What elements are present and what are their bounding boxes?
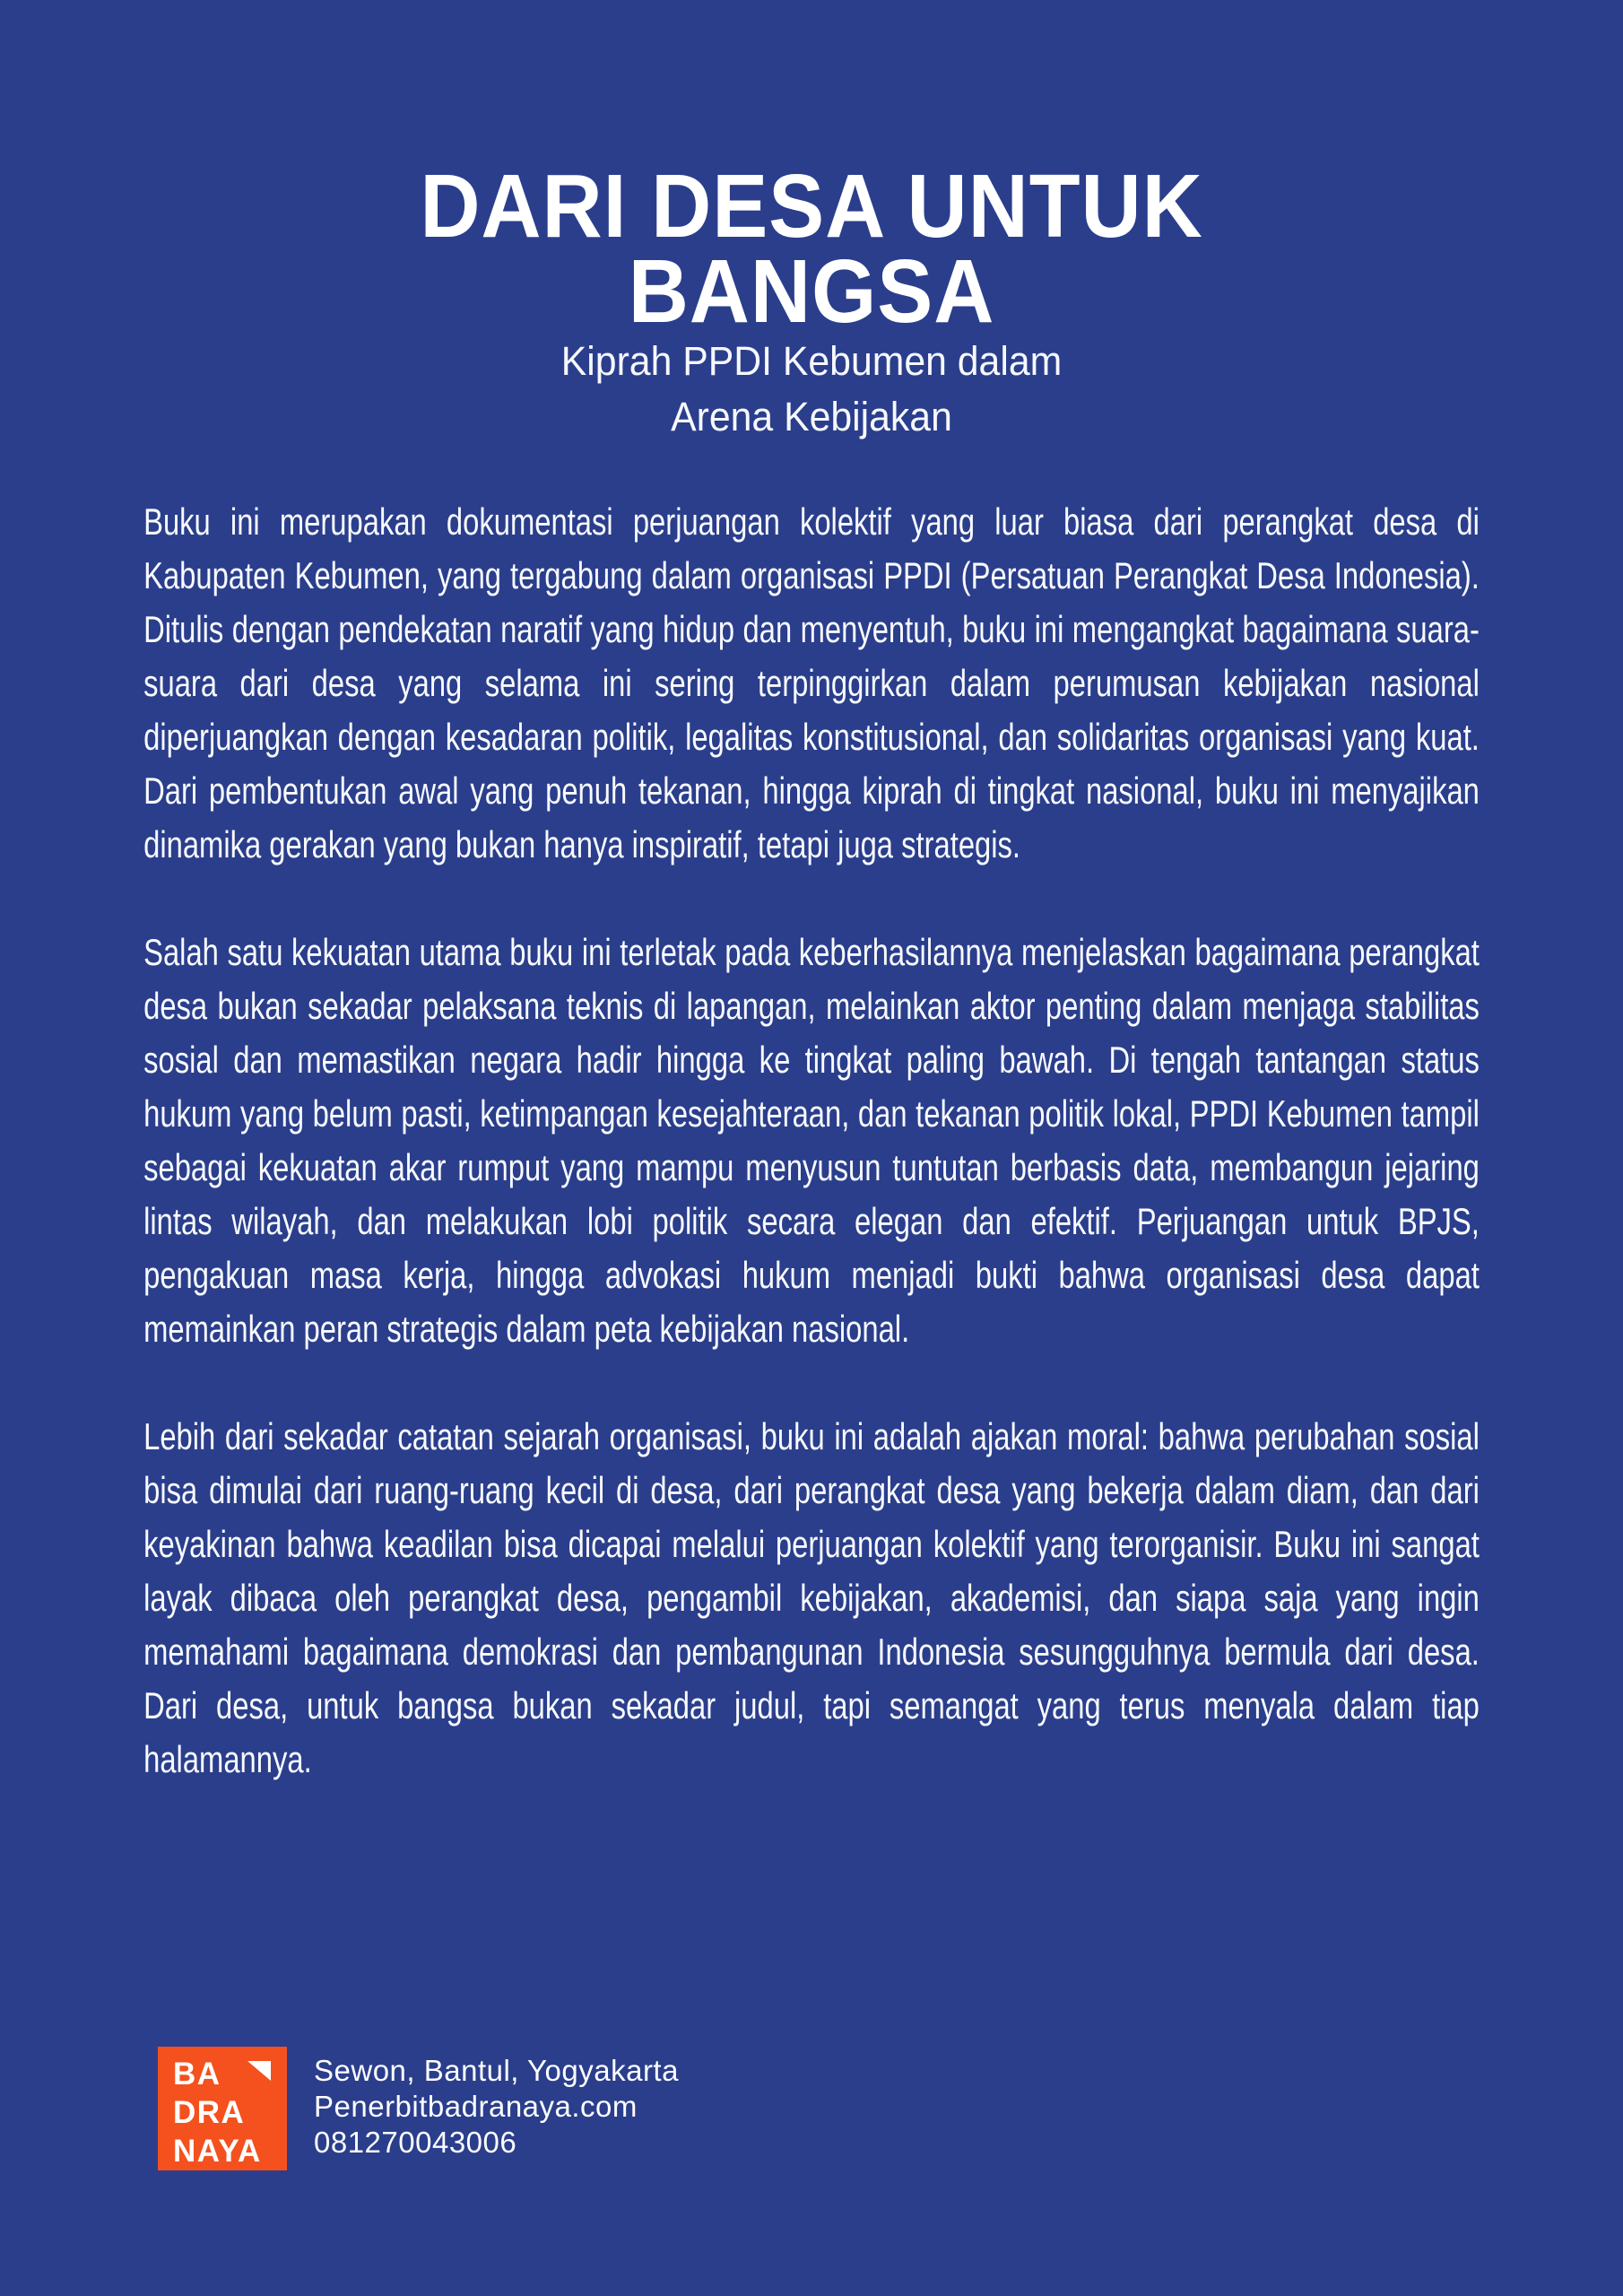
book-title-line-2: BANGSA (628, 241, 995, 342)
book-subtitle (0, 334, 1623, 445)
publisher-logo-line-3: NAYA (173, 2134, 262, 2169)
publisher-logo-text (173, 2055, 262, 2170)
publisher-info (314, 2053, 679, 2161)
synopsis (143, 495, 1480, 1840)
synopsis-paragraph-2: Salah satu kekuatan utama buku ini terletak pada keberhasilannya menjelaskan bagaimana perangkat desa bukan sekadar pelaksana teknis di lapangan, melainkan aktor penting dalam menjaga stabilitas sosial dan memastikan negara hadir hingga ke tingkat paling bawah. Di tengah tantangan status hukum yang belum pasti, ketimpangan kesejahteraan, dan tekanan politik lokal, PPDI Kebumen tampil sebagai kekuatan akar rumput yang mampu menyusun tuntutan berbasis data, membangun jejaring lintas wilayah, dan melakukan lobi politik secara elegan dan efektif. Perjuangan untuk BPJS, pengakuan masa kerja, hingga advokasi hukum menjadi bukti bahwa organisasi desa dapat memainkan peran strategis dalam peta kebijakan nasional. (143, 931, 1480, 1350)
publisher-website: Penerbitbadranaya.com (314, 2090, 638, 2123)
book-title-line-1: DARI DESA UNTUK (420, 156, 1203, 257)
publisher-logo-line-2: DRA (173, 2095, 246, 2130)
book-subtitle-line-1: Kiprah PPDI Kebumen dalam (560, 338, 1063, 384)
publisher-logo (158, 2047, 287, 2170)
title-block (0, 156, 1623, 342)
book-subtitle-line-2: Arena Kebijakan (671, 394, 952, 439)
synopsis-paragraph-1: Buku ini merupakan dokumentasi perjuangan kolektif yang luar biasa dari perangkat desa di Kabupaten Kebumen, yang tergabung dalam organisasi PPDI (Persatuan Perangkat Desa Indonesia). Ditulis dengan pendekatan naratif yang hidup dan menyentuh, buku ini mengangkat bagaimana suara-suara dari desa yang selama ini sering terpinggirkan dalam perumusan kebijakan nasional diperjuangkan dengan kesadaran politik, legalitas konstitusional, dan solidaritas organisasi yang kuat. Dari pembentukan awal yang penuh tekanan, hingga kiprah di tingkat nasional, buku ini menyajikan dinamika gerakan yang bukan hanya inspiratif, tetapi juga strategis. (143, 500, 1480, 865)
synopsis-paragraph-3: Lebih dari sekadar catatan sejarah organisasi, buku ini adalah ajakan moral: bahwa perubahan sosial bisa dimulai dari ruang-ruang kecil di desa, dari perangkat desa yang bekerja dalam diam, dan dari keyakinan bahwa keadilan bisa dicapai melalui perjuangan kolektif yang terorganisir. Buku ini sangat layak dibaca oleh perangkat desa, pengambil kebijakan, akademisi, dan siapa saja yang ingin memahami bagaimana demokrasi dan pembangunan Indonesia sesungguhnya bermula dari desa. Dari desa, untuk bangsa bukan sekadar judul, tapi semangat yang terus menyala dalam tiap halamannya. (143, 1415, 1480, 1780)
publisher-phone: 081270043006 (314, 2126, 517, 2159)
book-title (0, 156, 1623, 342)
publisher-address: Sewon, Bantul, Yogyakarta (314, 2054, 679, 2087)
publisher-logo-line-1: BA (173, 2057, 221, 2092)
